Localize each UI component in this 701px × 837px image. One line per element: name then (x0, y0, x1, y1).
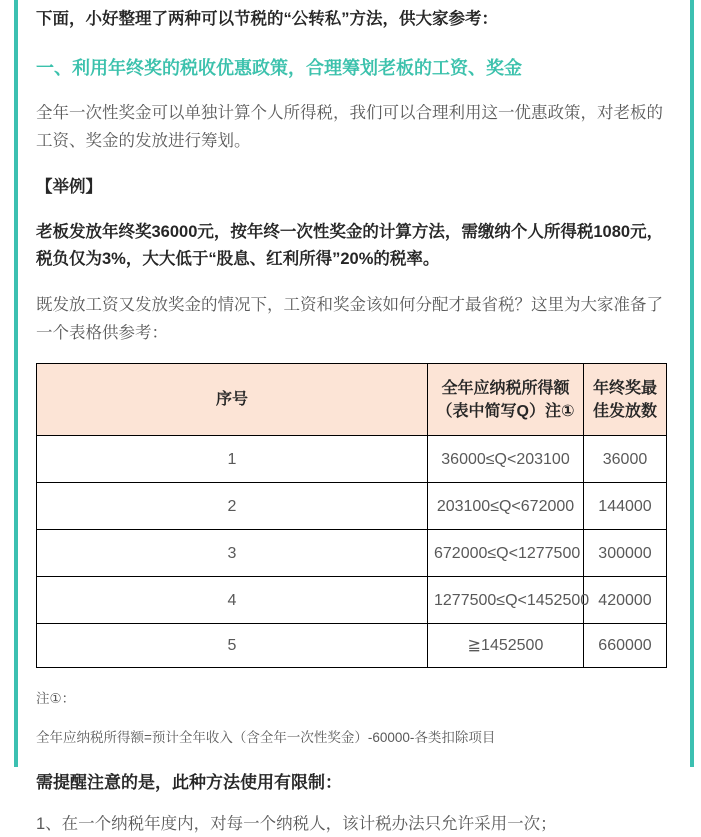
cell-seq: 3 (37, 530, 428, 577)
table-row (37, 530, 667, 577)
article-content (36, 0, 668, 834)
warning-heading: 需提醒注意的是，此种方法使用有限制： (36, 773, 342, 793)
cell-seq: 5 (37, 624, 428, 668)
cell-bonus: 300000 (584, 530, 667, 577)
cell-bonus: 36000 (584, 436, 667, 483)
example-detail: 老板发放年终奖36000元，按年终一次性奖金的计算方法，需缴纳个人所得税1080元，税负仅为3%，大大低于“股息、红利所得”20%的税率。 (36, 223, 664, 268)
example-label: 【举例】 (36, 178, 102, 197)
cell-bonus: 420000 (584, 577, 667, 624)
table-header-row (37, 364, 667, 436)
policy-paragraph: 全年一次性奖金可以单独计算个人所得税，我们可以合理利用这一优惠政策，对老板的工资、奖金的发放进行筹划。 (36, 103, 663, 150)
header-taxable-income: 全年应纳税所得额（表中简写Q）注① (428, 364, 584, 436)
section-heading: 一、利用年终奖的税收优惠政策，合理筹划老板的工资、奖金 (36, 58, 522, 79)
cell-bonus: 144000 (584, 483, 667, 530)
cell-range: 672000≤Q<1277500 (428, 530, 584, 577)
right-accent-rule (690, 0, 694, 767)
intro-line: 下面，小好整理了两种可以节税的“公转私”方法，供大家参考： (36, 10, 498, 28)
cell-seq: 1 (37, 436, 428, 483)
cell-bonus: 660000 (584, 624, 667, 668)
note-label: 注①： (36, 691, 76, 707)
cell-range: 203100≤Q<672000 (428, 483, 584, 530)
bonus-tax-table (36, 363, 667, 668)
table-row (37, 483, 667, 530)
table-row (37, 436, 667, 483)
cell-range: 1277500≤Q<1452500 (428, 577, 584, 624)
note-formula: 全年应纳税所得额=预计全年收入（含全年一次性奖金）-60000-各类扣除项目 (36, 730, 496, 746)
cell-range: 36000≤Q<203100 (428, 436, 584, 483)
header-seq: 序号 (37, 364, 428, 436)
table-row (37, 624, 667, 668)
left-accent-rule (14, 0, 18, 767)
cell-seq: 4 (37, 577, 428, 624)
cell-range: ≧1452500 (428, 624, 584, 668)
cell-seq: 2 (37, 483, 428, 530)
question-paragraph: 既发放工资又发放奖金的情况下，工资和奖金该如何分配才最省税？这里为大家准备了一个表格供参考： (36, 296, 663, 343)
header-best-bonus: 年终奖最佳发放数 (584, 364, 667, 436)
table-row (37, 577, 667, 624)
restriction-item-1: 1、在一个纳税年度内，对每一个纳税人，该计税办法只允许采用一次； (36, 815, 557, 834)
